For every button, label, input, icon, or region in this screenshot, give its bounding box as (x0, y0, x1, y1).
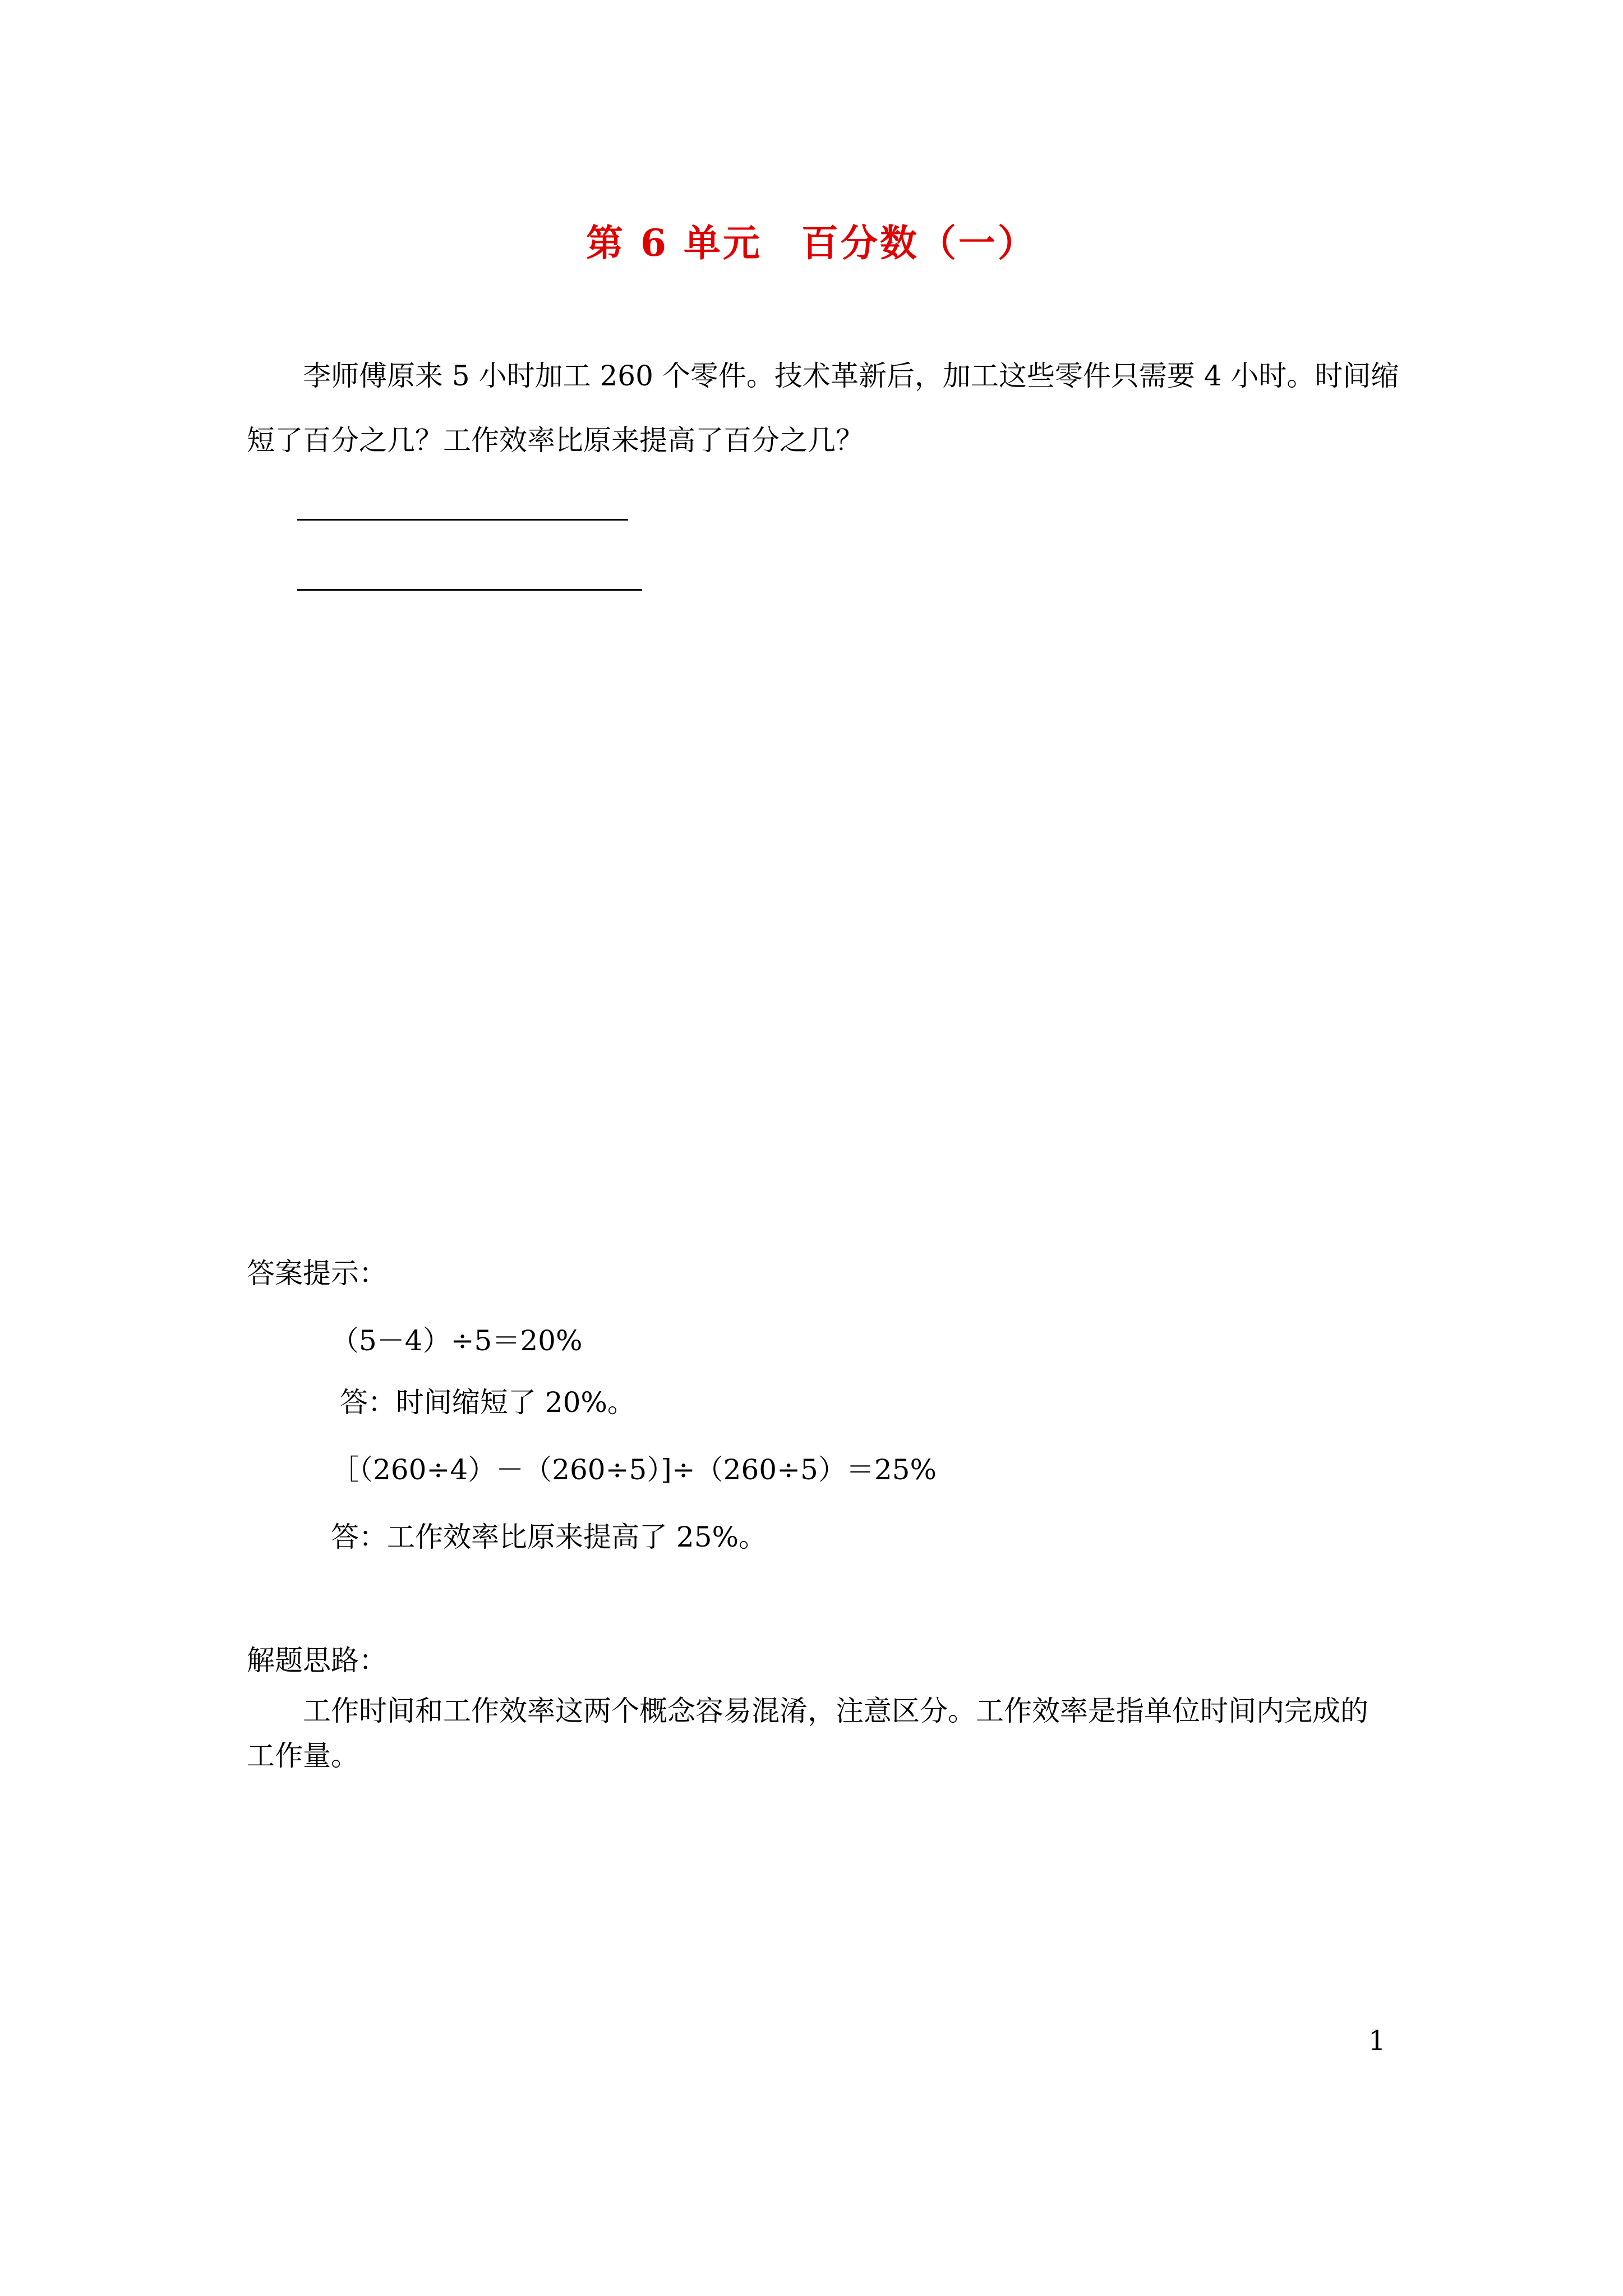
answer-line-3: ［（260÷4）－（260÷5）]÷（260÷5）＝25% (331, 1453, 937, 1486)
answer-heading: 答案提示： (247, 1257, 387, 1290)
answer-blank-2[interactable] (297, 589, 642, 591)
explanation-line-1: 工作时间和工作效率这两个概念容易混淆，注意区分。工作效率是指单位时间内完成的 (303, 1695, 1368, 1727)
answer-line-2: 答：时间缩短了 20%。 (331, 1386, 635, 1419)
page-number: 1 (1368, 2025, 1386, 2056)
question-line-1: 李师傅原来 5 小时加工 260 个零件。技术革新后，加工这些零件只需要 4 小时。时间缩 (303, 360, 1399, 392)
question-line-2: 短了百分之几？工作效率比原来提高了百分之几？ (247, 424, 864, 457)
answer-line-4: 答：工作效率比原来提高了 25%。 (331, 1521, 767, 1553)
answer-blank-1[interactable] (297, 519, 628, 521)
answer-line-1: （5－4）÷5＝20% (331, 1324, 583, 1357)
explanation-line-2: 工作量。 (247, 1740, 359, 1772)
explanation-heading: 解题思路： (247, 1644, 387, 1677)
page-title: 第 6 单元 百分数（一） (586, 221, 1037, 265)
